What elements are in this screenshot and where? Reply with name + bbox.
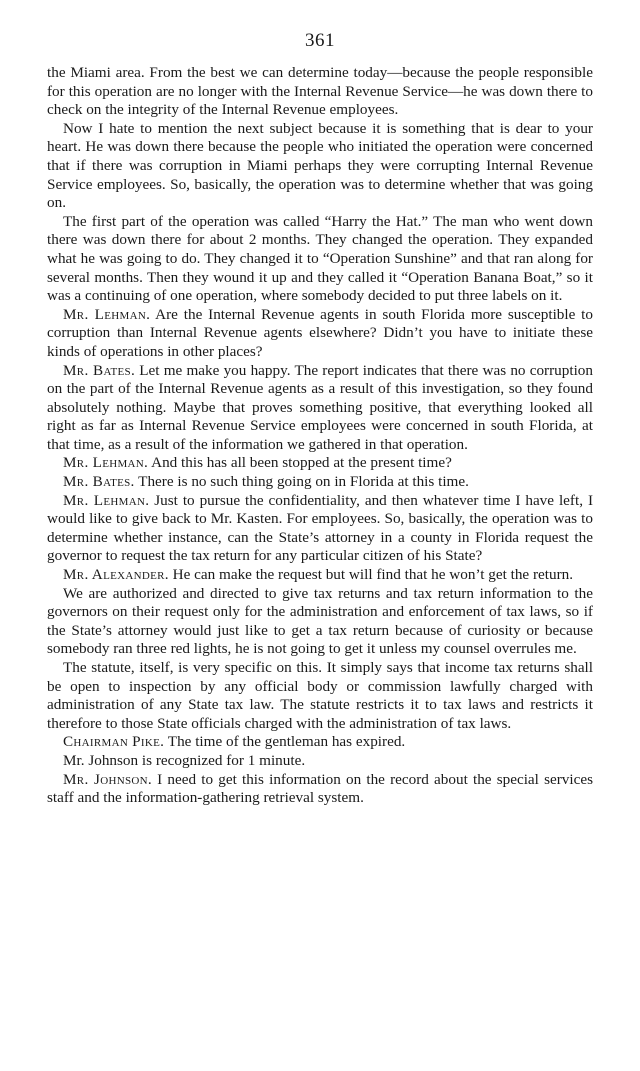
speaker-name: Mr. Lehman. bbox=[63, 491, 150, 509]
speaker-paragraph bbox=[47, 473, 593, 492]
paragraph: Now I hate to mention the next subject because it is something that is dear to your heart. He was down there because the people who initiated the operation were concerned that if there was corruption in Miami perhaps they were corrupting Internal Revenue Service employees. So, basically, the operation was to determine whether that was going on. bbox=[47, 119, 593, 212]
speaker-paragraph bbox=[47, 362, 593, 455]
page-number: 361 bbox=[305, 30, 335, 51]
paragraph: The first part of the operation was called “Harry the Hat.” The man who went down there was down there for about 2 months. They changed the operation. They expanded what he was going to do. They changed it to “Operation Sunshine” and that ran along for several months. Then they wound it up and they called it “Operation Banana Boat,” so it was a continuing of one operation, where somebody decided to put three labels on it. bbox=[47, 212, 593, 305]
speaker-paragraph bbox=[47, 733, 593, 752]
paragraph: We are authorized and directed to give tax returns and tax return information to the governors on their request only for the administration and enforcement of tax laws, so if the State’s attorney would just like to get a tax return because of curiosity or because somebody ran three red lights, he is not going to get it unless my counsel overrules me. bbox=[47, 584, 593, 658]
speech-text: Are the Internal Revenue agents in south Florida more susceptible to corruption than Internal Revenue agents elsewhere? Didn’t you have to initiate these kinds of operations in other places? bbox=[47, 305, 593, 360]
speaker-name: Mr. Alexander. bbox=[63, 566, 169, 584]
speech-text: The time of the gentleman has expired. bbox=[164, 733, 406, 751]
speech-text: And this has all been stopped at the present time? bbox=[148, 454, 452, 472]
speaker-name: Mr. Johnson. bbox=[63, 770, 152, 788]
speaker-paragraph bbox=[47, 771, 593, 808]
speech-text: He can make the request but will find that he won’t get the return. bbox=[168, 566, 574, 584]
speaker-paragraph bbox=[47, 566, 593, 585]
speech-text: There is no such thing going on in Florida at this time. bbox=[134, 473, 469, 491]
speaker-name: Mr. Lehman. bbox=[63, 454, 149, 472]
speaker-paragraph bbox=[47, 306, 593, 362]
speaker-name: Chairman Pike. bbox=[63, 733, 165, 751]
speech-text: I need to get this information on the record about the special services staff and the information-gathering retrieval system. bbox=[47, 770, 593, 807]
speaker-name: Mr. Bates. bbox=[63, 361, 136, 379]
paragraph: The statute, itself, is very specific on this. It simply says that income tax returns shall be open to inspection by any official body or commission lawfully charged with administration of any State tax law. The statute restricts it to tax laws and restricts it therefore to those State officials charged with the administration of tax laws. bbox=[47, 659, 593, 732]
speech-text: Let me make you happy. The report indicates that there was no corruption on the part of the Internal Revenue agents as a result of this investigation, so they found absolutely nothing. Maybe that proves something positive, that everything looked all right as far as Internal Revenue Service employees were concerned in south Florida, at that time, as a result of the information we gathered in that operation. bbox=[47, 361, 593, 453]
speaker-paragraph bbox=[47, 454, 593, 473]
speaker-paragraph bbox=[47, 492, 593, 566]
paragraph: Mr. Johnson is recognized for 1 minute. bbox=[63, 751, 306, 769]
body-text bbox=[47, 64, 593, 808]
paragraph-continuation: the Miami area. From the best we can determine today—because the people responsible for this operation are no longer with the Internal Revenue Service—he was down there to check on the integrity of the Internal Revenue employees. bbox=[47, 64, 593, 119]
speaker-name: Mr. Lehman. bbox=[63, 305, 151, 323]
speech-text: Just to pursue the confidentiality, and then whatever time I have left, I would like to give back to Mr. Kasten. For employees. So, basically, the operation was to determine whether instance, can the State’s attorney in a county in Florida request the governor to request the tax return for any particular citizen of his State? bbox=[47, 491, 593, 565]
speaker-name: Mr. Bates. bbox=[63, 473, 135, 491]
